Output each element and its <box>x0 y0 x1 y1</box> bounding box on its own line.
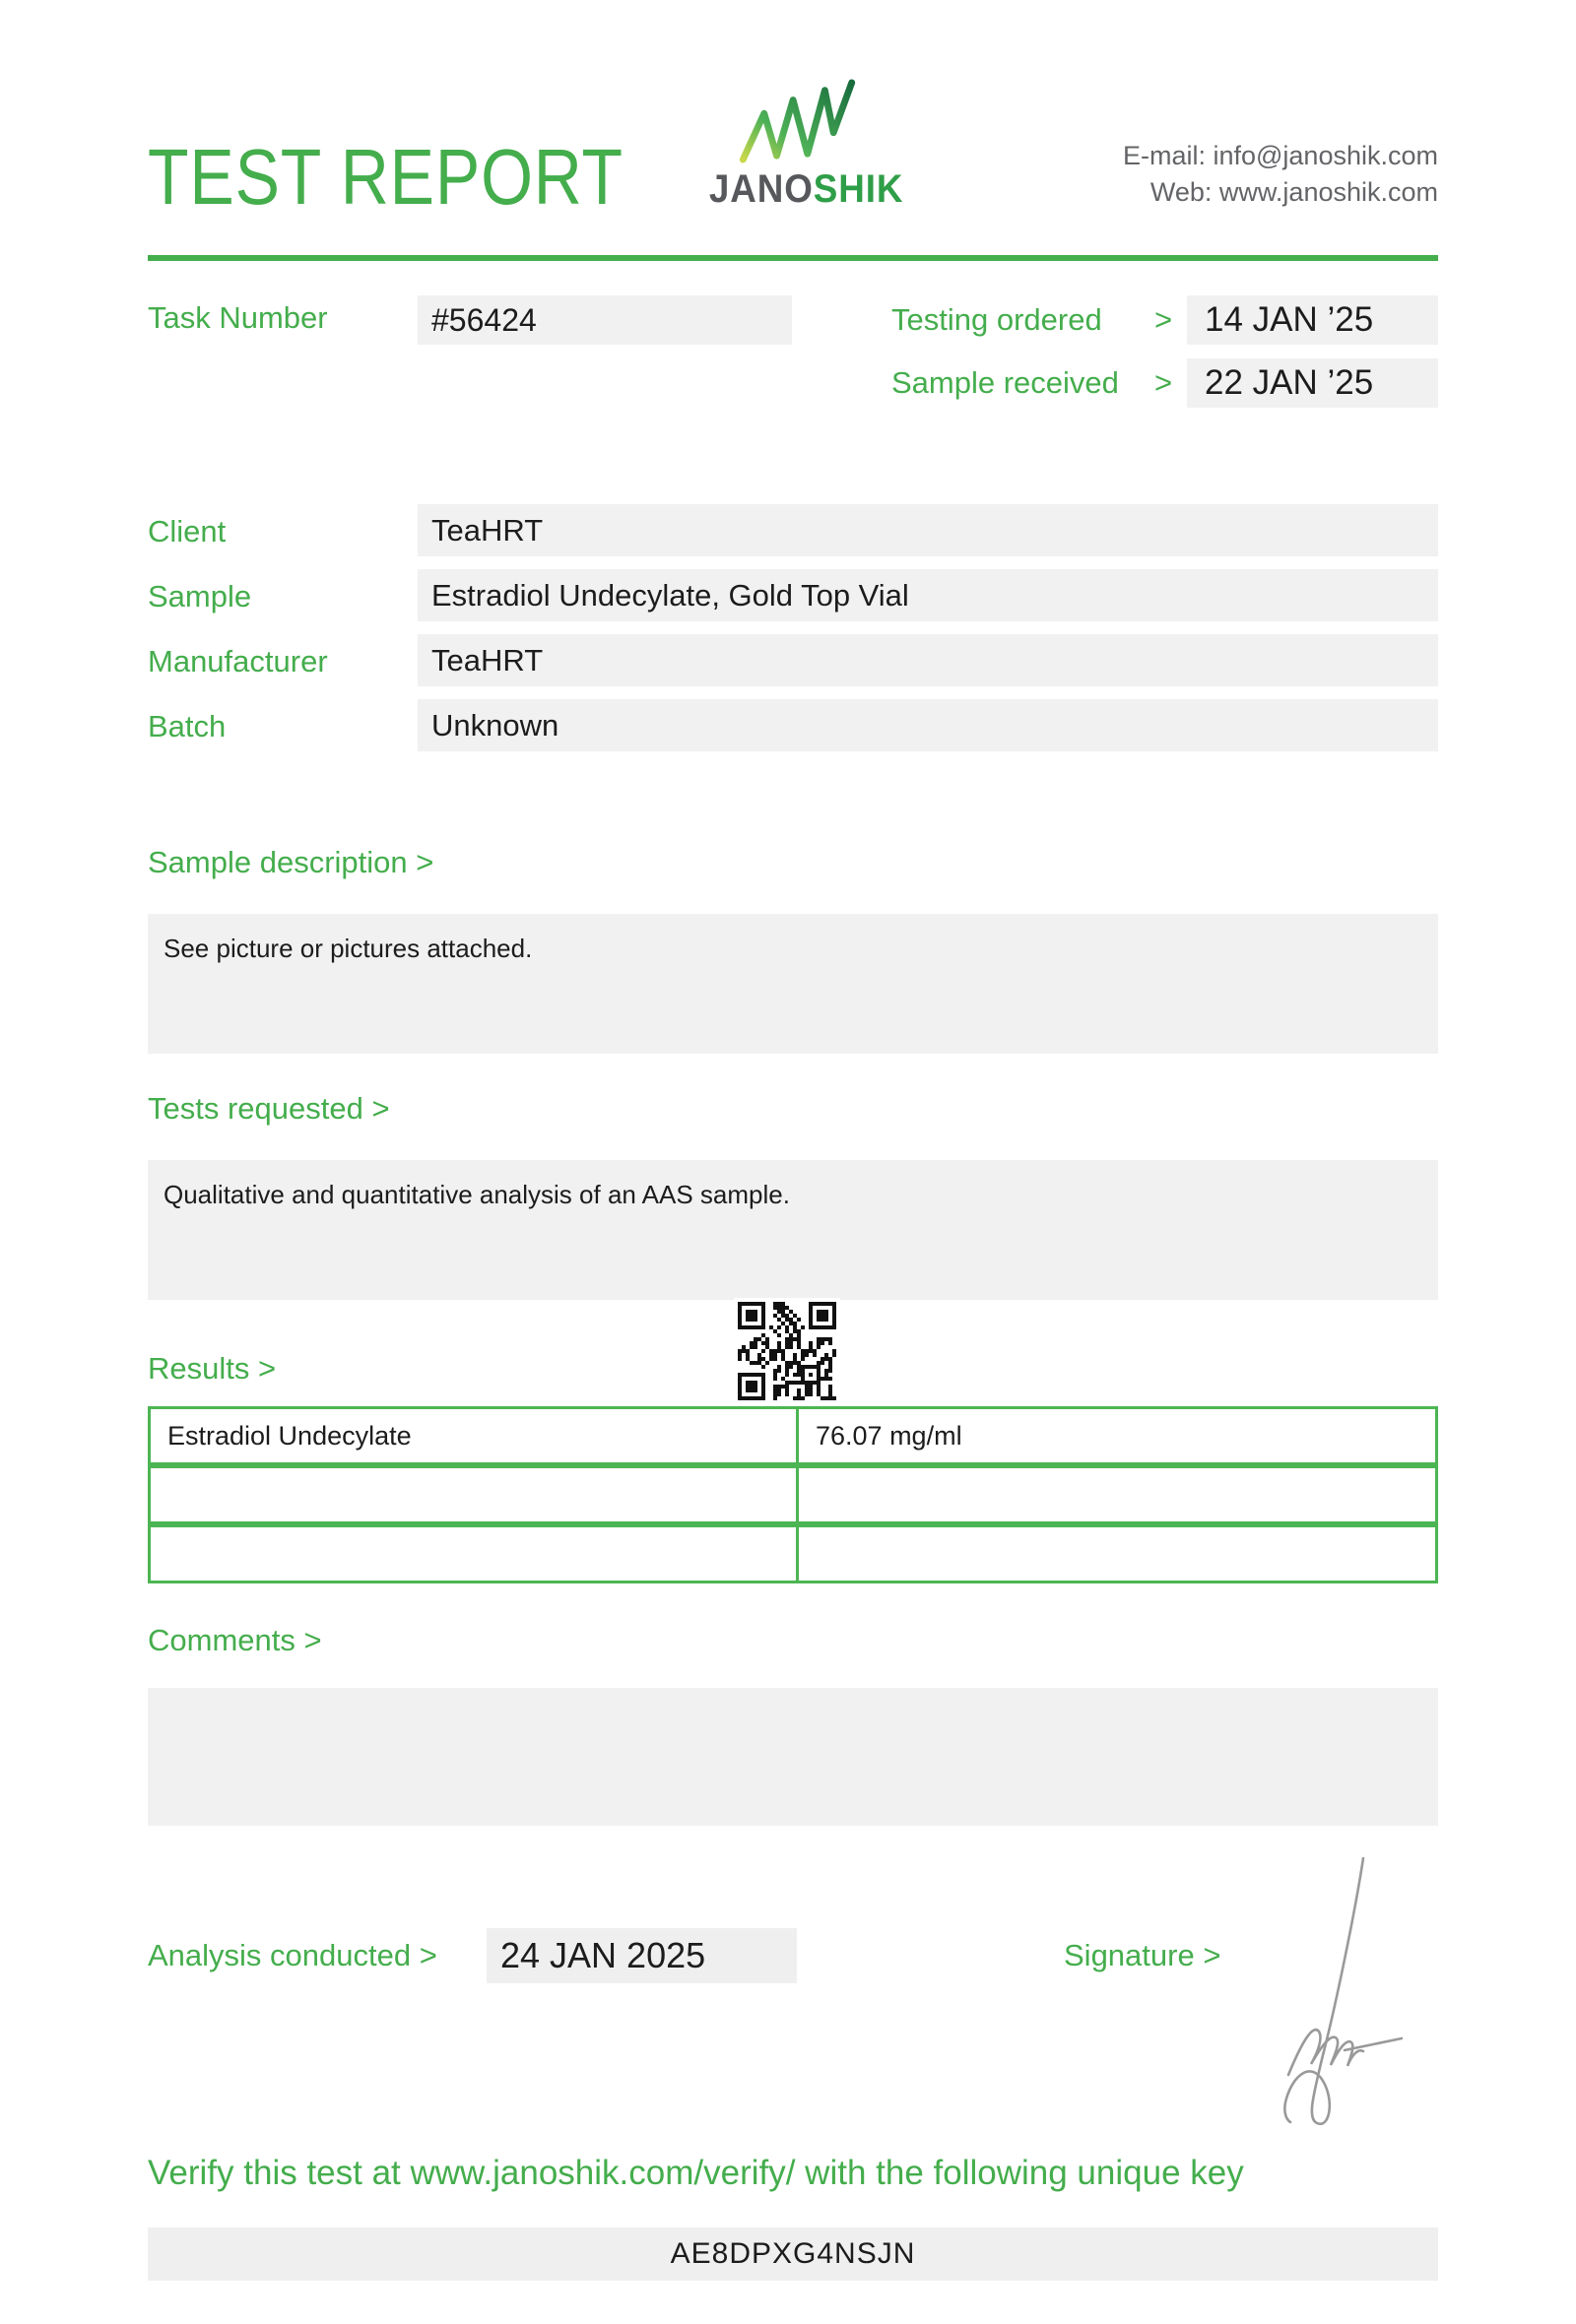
tests-requested-box <box>148 1160 1438 1300</box>
logo-word-green: SHIK <box>813 167 904 211</box>
sample-label: Sample <box>148 579 252 613</box>
client-value: TeaHRT <box>418 504 1438 556</box>
comments-label: Comments > <box>148 1623 322 1657</box>
result-analyte: Estradiol Undecylate <box>151 1409 799 1462</box>
tests-requested-label: Tests requested > <box>148 1091 390 1126</box>
table-row <box>148 1406 1438 1465</box>
sample-description-box <box>148 914 1438 1054</box>
verify-instruction: Verify this test at www.janoshik.com/verify/ with the following unique key <box>148 2154 1244 2192</box>
result-analyte <box>151 1527 799 1581</box>
result-value: 76.07 mg/ml <box>816 1421 962 1451</box>
comments-box <box>148 1688 1438 1826</box>
logo-word-gray: JANO <box>708 167 814 211</box>
tests-requested-text: Qualitative and quantitative analysis of an AAS sample. <box>164 1180 790 1209</box>
contact-web: Web: www.janoshik.com <box>1149 177 1438 207</box>
table-row <box>148 1524 1438 1583</box>
client-label: Client <box>148 514 227 549</box>
verify-key: AE8DPXG4NSJN <box>148 2227 1438 2281</box>
contact-email: E-mail: info@janoshik.com <box>1122 141 1438 170</box>
result-value <box>799 1468 1435 1521</box>
growth-chart-icon <box>735 79 861 163</box>
sample-description-text: See picture or pictures attached. <box>164 934 533 963</box>
contact-block <box>1123 138 1438 211</box>
sample-value: Estradiol Undecylate, Gold Top Vial <box>418 569 1438 621</box>
manufacturer-value: TeaHRT <box>418 634 1438 686</box>
result-analyte <box>151 1468 799 1521</box>
sample-received-label: Sample received <box>891 365 1119 400</box>
table-row <box>148 1465 1438 1524</box>
page-title: TEST REPORT <box>148 133 624 221</box>
task-number-label: Task Number <box>148 300 328 335</box>
sample-received-value: 22 JAN ’25 <box>1187 358 1438 408</box>
logo-wordmark <box>708 167 904 211</box>
manufacturer-label: Manufacturer <box>148 644 328 678</box>
signature-label: Signature > <box>1064 1938 1221 1972</box>
results-label: Results > <box>148 1351 277 1386</box>
analysis-conducted-label: Analysis conducted > <box>148 1938 437 1972</box>
testing-ordered-arrow: > <box>1154 302 1173 337</box>
task-number-value: #56424 <box>418 295 792 345</box>
batch-label: Batch <box>148 709 227 743</box>
qr-code <box>734 1298 840 1404</box>
results-table <box>148 1406 1438 1583</box>
sample-received-arrow: > <box>1154 365 1173 400</box>
testing-ordered-label: Testing ordered <box>891 302 1102 337</box>
testing-ordered-value: 14 JAN ’25 <box>1187 295 1438 345</box>
analysis-date: 24 JAN 2025 <box>487 1928 797 1983</box>
result-value <box>799 1527 1435 1581</box>
sample-description-label: Sample description > <box>148 845 434 879</box>
header-divider <box>148 255 1438 261</box>
signature-image <box>1251 1817 1428 2142</box>
batch-value: Unknown <box>418 699 1438 751</box>
janoshik-logo <box>701 79 904 211</box>
